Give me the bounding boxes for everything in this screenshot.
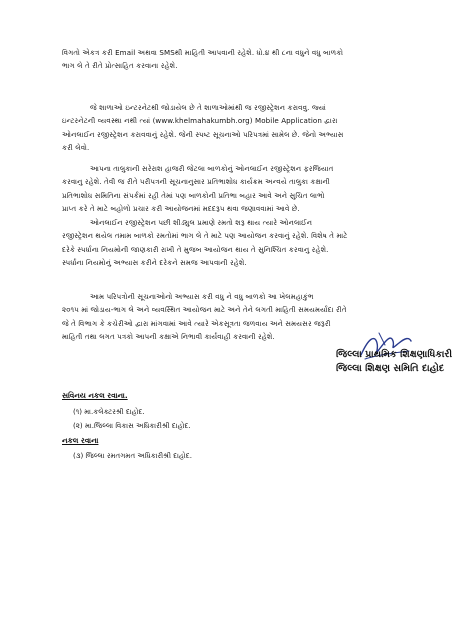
copy-recipient: (૧) મા.કલેક્ટરશ્રી દાહોદ. bbox=[73, 407, 145, 416]
paragraph-line: ઓનલાઈન રજીસ્ટ્રેશન કરાવવાનું રહેશે. જેની સ્પષ્ટ સૂચનાઓ પરિપત્રમાં સામેલ છે. જેનો અભ્યાસ bbox=[62, 129, 344, 139]
paragraph-line: ભાગ લે તે રીતે પ્રોત્સાહિત કરવાના રહેશે. bbox=[62, 61, 178, 71]
signatory-office: જિલ્લા શિક્ષણ સમિતિ દાહોદ bbox=[336, 362, 445, 374]
paragraph-line: ઓનલાઈન રજીસ્ટ્રેશન પછી શીડ્યુલ પ્રમાણે રમતો શરૂ થાય ત્યારે ઓનલાઈન bbox=[90, 218, 313, 227]
signatory-designation: જિલ્લા પ્રાથમિક શિક્ષણાધિકારી bbox=[336, 349, 452, 360]
paragraph-line: આમ પરિપત્રોની સૂચનાઓનો અભ્યાસ કરી વધુ ને વધુ બાળકો આ ખેલમહાકુંભ bbox=[90, 292, 314, 301]
copy-recipient: (૨) મા.જિલ્લા વિકાસ અધિકારીશ્રી દાહોદ. bbox=[73, 421, 191, 430]
paragraph-line: વિગતો એકત્ર કરી Email અથવા SMSથી માહિતી આપવાની રહેશે. ધો.૪ થી ૮ના વધુને વધુ બાળકો bbox=[62, 48, 344, 57]
paragraph-line: પ્રતિભાશોધ સમિતિના સંપર્કમાં રહી તેમાં પણ બાળકોની પ્રતિભા બહાર આવે અને સુચિત લાભો bbox=[62, 190, 325, 200]
paragraph-1 bbox=[62, 46, 412, 73]
paragraph-line: કરવાનુ રહેશે. તેવી જ રીતે પરીપત્રની સૂચનાનુસાર પ્રતિભાશોધ કાર્યક્રમ અન્વયે તાલુકા કક્ષાની bbox=[62, 177, 330, 187]
paragraph-line: પ્રાપ્ત કરે તે માટે બહોળો પ્રચાર કરી આયોજનમાં મદદરૂપ થવા જણાવવામાં આવે છે. bbox=[62, 204, 300, 214]
signatory-title bbox=[336, 348, 452, 375]
forward-recipient: (૩) જિલ્લા રમતગમત અધિકારીશ્રી દાહોદ. bbox=[73, 451, 192, 460]
paragraph-line: આપના તાલુકાની સરેરાશ હાજરી જેટલા બાળકોનું ઓનલાઈન રજીસ્ટ્રેશન ફરજિયાત bbox=[90, 164, 334, 173]
paragraph-line: ઇન્ટરનેટની વ્યવસ્થા નથી ત્યાં (www.khelmahakumbh.org) Mobile Application દ્વારા bbox=[62, 116, 338, 126]
paragraph-line: સ્પર્ધાના નિયમોનું અભ્યાસ કરીને દરેકને સમજ આપવાની રહેશે. bbox=[62, 258, 247, 268]
paragraph-line: જે તે વિભાગ કે કચેરીઓ દ્વારા માંગવામાં આવે ત્યારે એકસૂત્રતા જળવાય અને સમયસર જરૂરી bbox=[62, 318, 331, 328]
paragraph-line: માહિતી તથા લગત પત્રકો આપની કક્ષાએ નિભાવી કાર્યવાહી કરવાની રહેશે. bbox=[62, 332, 275, 342]
forward-section-heading: નકલ રવાના bbox=[62, 436, 99, 445]
paragraph-3 bbox=[62, 162, 412, 216]
paragraph-line: રજીસ્ટ્રેશન થયેલ તમામ બાળકો રમતોમાં ભાગ લે તે માટે પણ આયોજન કરવાનું રહેશે. વિશેષ તે માટે bbox=[62, 231, 348, 241]
paragraph-line: ૨૦૧૫ માં જોડાય-ભાગ લે અને વ્યવસ્થિત આયોજન માટે અને તેને લગતી માહિતી સમયમર્યાદા રીતે bbox=[62, 305, 347, 315]
paragraph-line: દરેકે સ્પર્ધાના નિયમોની જાણકારી રાખી તે મુજબ આયોજન થાય તે સુનિશ્ચિત કરવાનુ રહેશે. bbox=[62, 244, 329, 254]
paragraph-4 bbox=[62, 216, 412, 270]
paragraph-line: જે શાળાઓ ઇન્ટરનેટથી જોડાયેલ છે તે શાળાઓમાંથી જ રજીસ્ટ્રેશન કરાવવુ. જ્યાં bbox=[90, 103, 326, 112]
paragraph-line: કરી લેવો. bbox=[62, 143, 90, 153]
copy-section-heading: સવિનય નકલ રવાના. bbox=[62, 391, 128, 400]
paragraph-2 bbox=[62, 101, 412, 155]
